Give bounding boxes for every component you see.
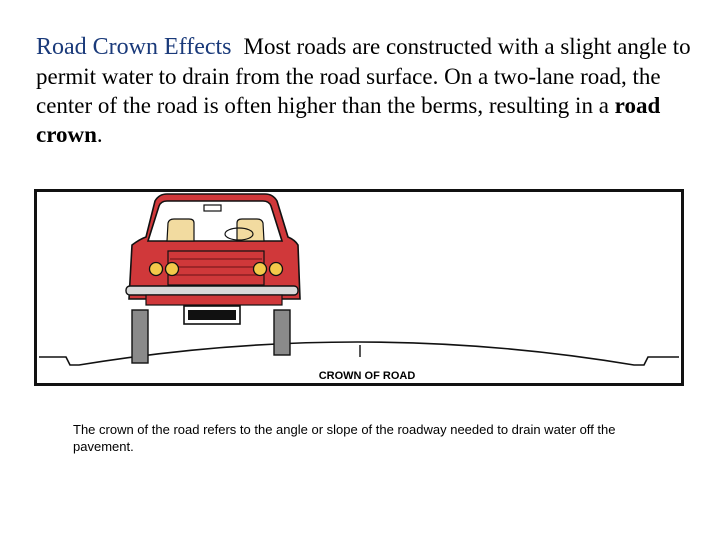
crown-label: CROWN OF ROAD	[318, 370, 416, 382]
lower-valance	[146, 295, 282, 305]
left-tire	[132, 310, 148, 363]
license-plate-inner	[188, 310, 236, 320]
slide-title: Road Crown Effects	[36, 34, 232, 60]
right-tire	[274, 310, 290, 355]
rear-mirror	[204, 205, 221, 211]
road-crown-illustration	[34, 189, 684, 386]
grille	[168, 251, 264, 285]
road-crown-term: road crown	[36, 93, 661, 147]
headlight-right-outer	[270, 263, 283, 276]
left-seat	[167, 219, 194, 241]
slide-heading	[36, 32, 696, 149]
headlight-right-inner	[254, 263, 267, 276]
headlight-left-inner	[166, 263, 179, 276]
headlight-left-outer	[150, 263, 163, 276]
figure-caption: The crown of the road refers to the angle or slope of the roadway needed to drain water off the pavement.	[73, 422, 616, 454]
body-intro: Most roads are constructed with a slight angle to permit water to drain from the road surface. On a two-lane road, the center of the road is often higher than the berms, resulting in a	[36, 34, 691, 118]
body-end: .	[96, 122, 103, 147]
front-bumper	[126, 286, 298, 295]
